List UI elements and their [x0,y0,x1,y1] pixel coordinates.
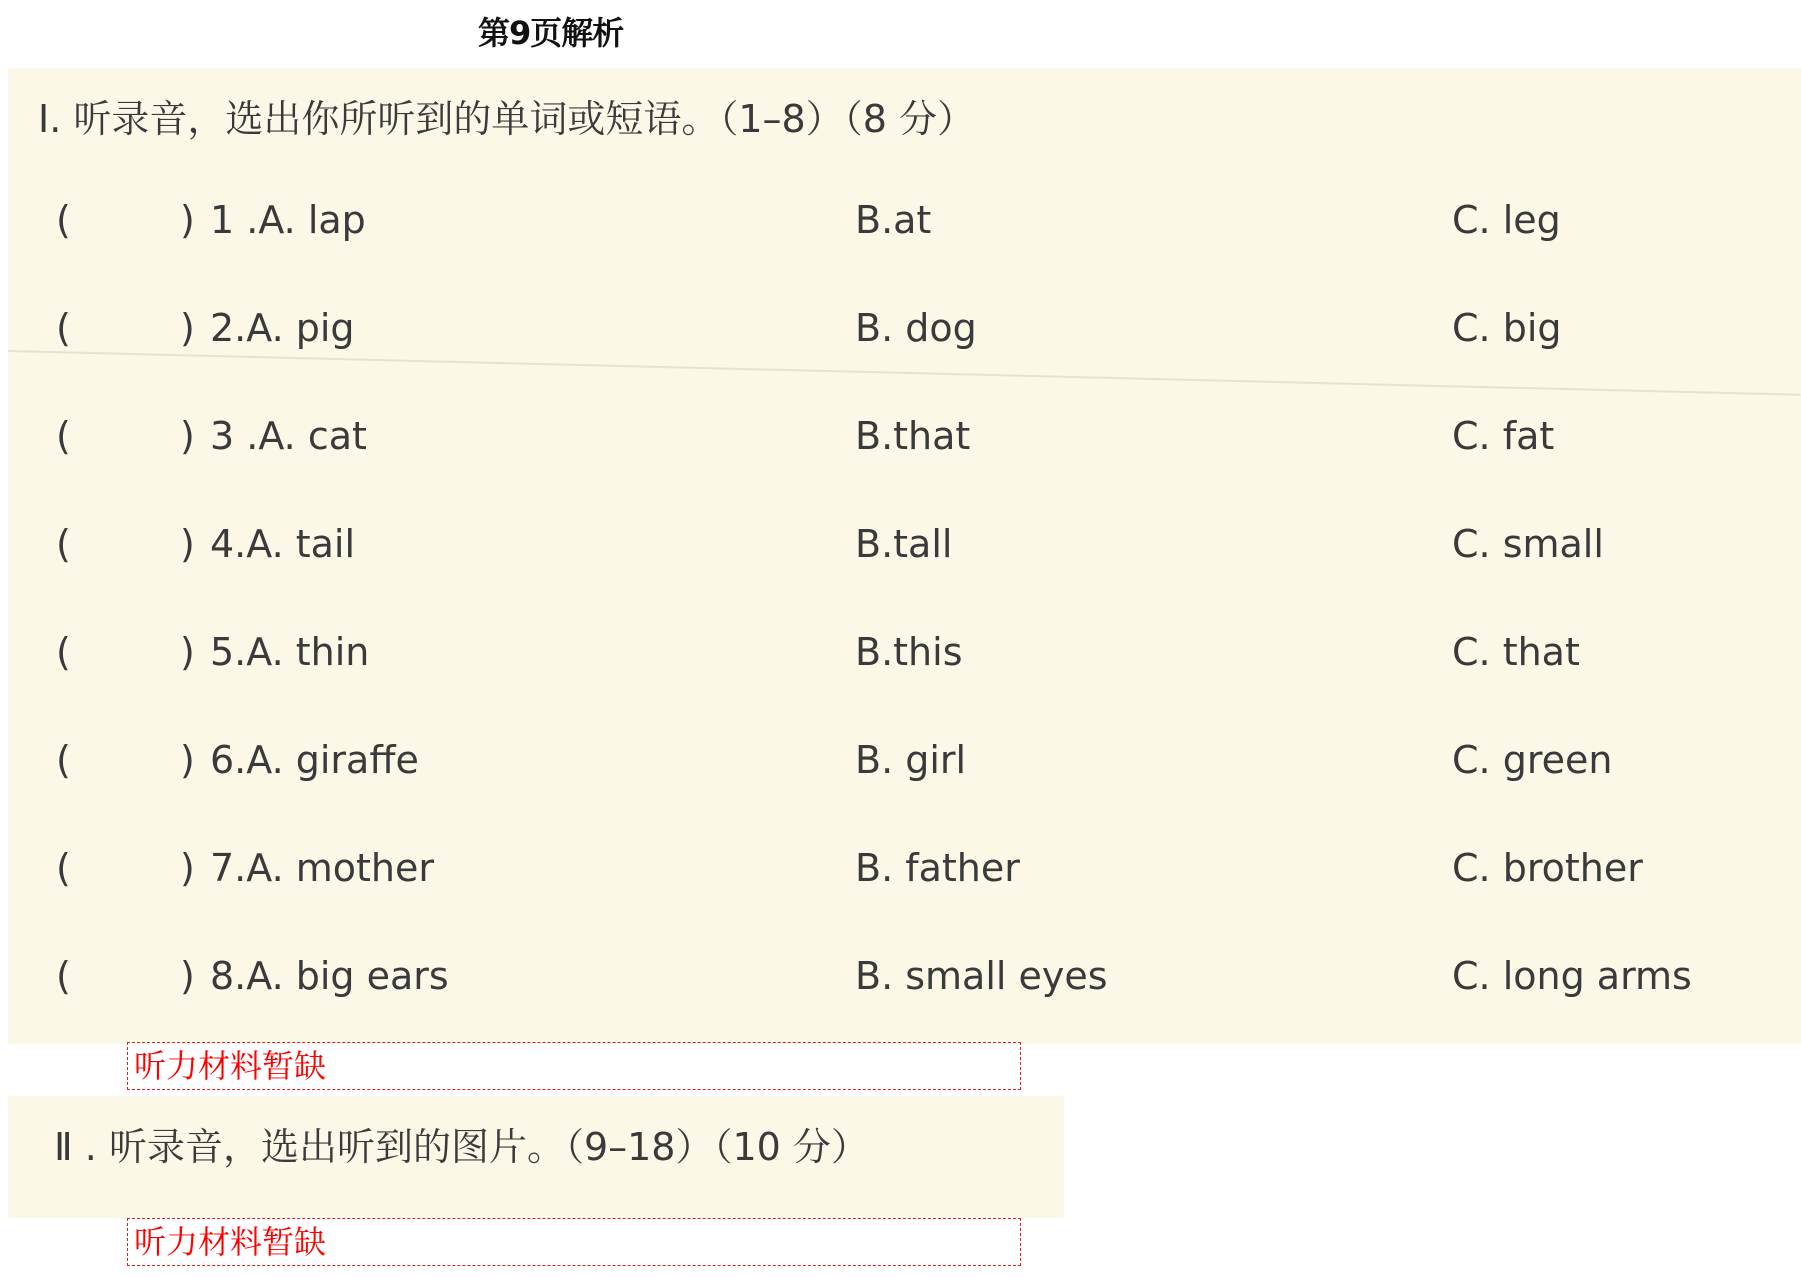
answer-paren-open: ( [56,630,71,674]
option-a: 6.A. giraffe [210,738,419,782]
option-c: C. fat [1452,414,1555,458]
section-2-heading: Ⅱ . 听录音，选出听到的图片。（9–18）（10 分） [54,1125,869,1169]
option-a: 4.A. tail [210,522,356,566]
option-b: B. small eyes [855,954,1108,998]
option-c: C. big [1452,306,1562,350]
option-b: B.tall [855,522,953,566]
option-b: B.this [855,630,963,674]
answer-paren-close: ) [180,198,195,242]
option-b: B. girl [855,738,967,782]
option-b: B. father [855,846,1020,890]
answer-paren-close: ) [180,738,195,782]
page-title: 第9页解析 [478,14,624,52]
option-a: 7.A. mother [210,846,434,890]
option-c: C. small [1452,522,1604,566]
option-a: 2.A. pig [210,306,355,350]
question-row-3 [0,414,1801,474]
question-row-5 [0,630,1801,690]
question-row-8 [0,954,1801,1014]
option-a: 8.A. big ears [210,954,449,998]
question-row-7 [0,846,1801,906]
option-c: C. brother [1452,846,1643,890]
answer-paren-open: ( [56,414,71,458]
missing-audio-note: 听力材料暂缺 [127,1042,1021,1090]
answer-paren-close: ) [180,630,195,674]
question-row-4 [0,522,1801,582]
answer-paren-close: ) [180,954,195,998]
answer-paren-open: ( [56,522,71,566]
answer-paren-close: ) [180,522,195,566]
answer-paren-open: ( [56,954,71,998]
answer-paren-open: ( [56,738,71,782]
option-a: 5.A. thin [210,630,370,674]
option-c: C. green [1452,738,1613,782]
option-a: 3 .A. cat [210,414,367,458]
option-b: B. dog [855,306,977,350]
option-c: C. long arms [1452,954,1692,998]
option-b: B.that [855,414,971,458]
answer-paren-open: ( [56,306,71,350]
section-1-heading: I. 听录音，选出你所听到的单词或短语。（1–8）（8 分） [38,97,975,141]
answer-paren-close: ) [180,846,195,890]
answer-paren-open: ( [56,198,71,242]
option-c: C. leg [1452,198,1561,242]
option-c: C. that [1452,630,1580,674]
question-row-2 [0,306,1801,366]
option-b: B.at [855,198,932,242]
question-row-6 [0,738,1801,798]
missing-audio-note: 听力材料暂缺 [127,1218,1021,1266]
answer-paren-close: ) [180,306,195,350]
question-row-1 [0,198,1801,258]
answer-paren-open: ( [56,846,71,890]
answer-paren-close: ) [180,414,195,458]
option-a: 1 .A. lap [210,198,366,242]
